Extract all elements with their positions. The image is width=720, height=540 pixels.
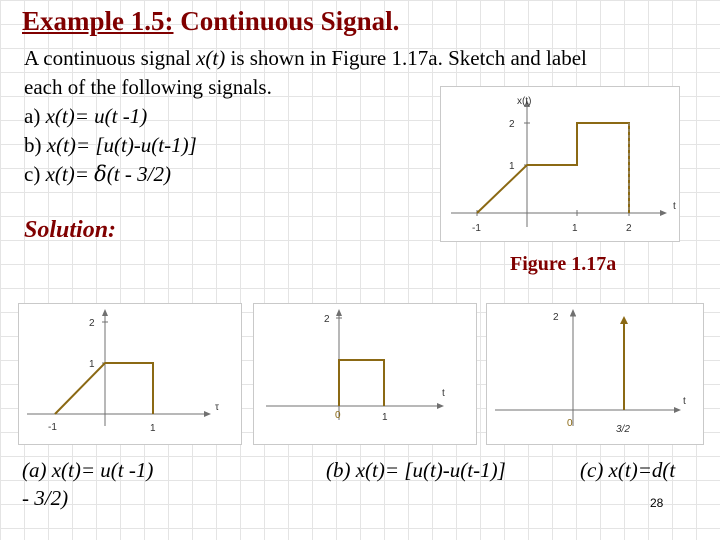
figure-1-17a-plot xyxy=(441,87,679,241)
y-axis-arrow-icon xyxy=(102,309,108,316)
signal-trace xyxy=(477,123,629,213)
y-tick-2: 2 xyxy=(553,312,559,323)
item-expression: x(t)= u(t -1) xyxy=(45,104,148,128)
y-tick-1: 1 xyxy=(89,359,95,370)
panel-b-plot xyxy=(254,304,476,444)
x-axis-arrow-icon xyxy=(674,407,681,413)
signal-trace xyxy=(339,360,384,406)
item-tag: b) xyxy=(24,133,47,157)
y-tick-2: 2 xyxy=(509,119,515,130)
item-tag: a) xyxy=(24,104,46,128)
problem-line-2: each of the following signals. xyxy=(24,75,272,99)
y-axis-label: x(t) xyxy=(517,96,532,107)
x-tick-1: 1 xyxy=(572,223,578,234)
y-tick-2: 2 xyxy=(324,314,330,325)
x-tick-0: 0 xyxy=(567,418,573,429)
x-tick-1: 1 xyxy=(150,423,156,434)
caption-b xyxy=(326,458,506,483)
signal-trace xyxy=(55,363,153,414)
panel-b xyxy=(253,303,477,445)
caption-a-text-2: - 3/2) xyxy=(22,486,69,510)
x-tick-neg1: -1 xyxy=(472,223,481,234)
x-axis-label: t xyxy=(683,396,686,407)
caption-a-line-2 xyxy=(22,486,68,511)
panel-c-plot xyxy=(487,304,703,444)
x-tick-3-2: 3/2 xyxy=(616,424,630,435)
y-axis-arrow-icon xyxy=(336,309,342,316)
panel-a-plot xyxy=(19,304,241,444)
page-number: 28 xyxy=(650,496,664,510)
x-axis-label: t xyxy=(673,201,676,212)
solution-label: Solution: xyxy=(24,217,117,243)
problem-text: is shown in Figure 1.17a. Sketch and label xyxy=(225,46,587,70)
x-axis-arrow-icon xyxy=(437,403,444,409)
impulse-arrow-icon xyxy=(620,316,628,324)
x-tick-1: 1 xyxy=(382,412,388,423)
item-expression: x(t)= [u(t)-u(t-1)] xyxy=(46,133,197,157)
y-axis-arrow-icon xyxy=(570,309,576,316)
x-axis-label: t xyxy=(442,388,445,399)
problem-text: A continuous signal xyxy=(24,46,197,70)
title-prefix: Example 1.5: xyxy=(22,6,174,36)
y-tick-1: 1 xyxy=(509,161,515,172)
item-expression: (t - 3/2) xyxy=(106,162,171,186)
x-axis-arrow-icon xyxy=(660,210,667,216)
y-tick-2: 2 xyxy=(89,318,95,329)
figure-1-17a xyxy=(440,86,680,242)
problem-line-1 xyxy=(24,44,704,73)
panel-c xyxy=(486,303,704,445)
x-tick-0: 0 xyxy=(335,410,341,421)
x-axis-label: τ xyxy=(215,402,219,413)
item-tag: c) xyxy=(24,162,46,186)
caption-c xyxy=(580,458,675,483)
caption-b-text: (b) x(t)= [u(t)-u(t-1)] xyxy=(326,458,506,482)
x-tick-2: 2 xyxy=(626,223,632,234)
caption-a-text: (a) x(t)= u(t -1) xyxy=(22,458,154,482)
caption-c-text: (c) x(t)=d(t xyxy=(580,458,676,482)
delta-symbol: δ xyxy=(94,162,107,186)
problem-signal: x(t) xyxy=(196,46,226,70)
item-expression: x(t)= xyxy=(45,162,95,186)
slide-title xyxy=(22,6,399,37)
panel-a xyxy=(18,303,242,445)
figure-caption: Figure 1.17a xyxy=(510,253,617,275)
x-tick-neg1: -1 xyxy=(48,422,57,433)
caption-a-line-1 xyxy=(22,458,153,483)
x-axis-arrow-icon xyxy=(204,411,211,417)
title-text: Continuous Signal. xyxy=(173,6,400,36)
